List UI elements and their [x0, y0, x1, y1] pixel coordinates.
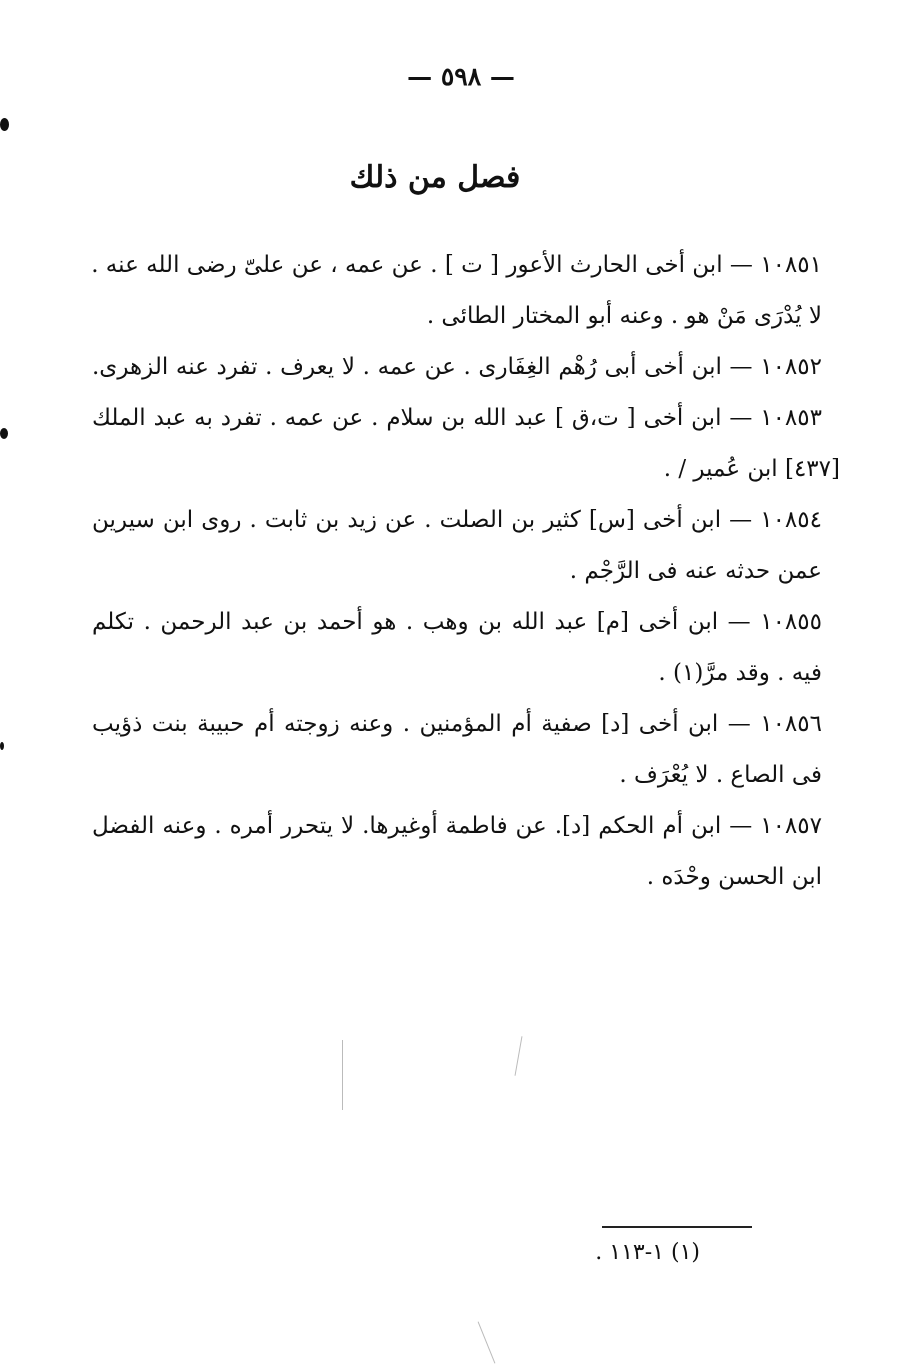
entry-10851 — [92, 240, 822, 342]
entry-line: ١٠٨٥٧ — ابن أم الحكم [د]. عن فاطمة أوغيرها. لا يتحرر أمره . وعنه الفضل — [92, 813, 822, 839]
scan-binding-mark — [0, 428, 8, 439]
entry-line: ١٠٨٥٣ — ابن أخى [ ت،ق ] عبد الله بن سلام . عن عمه . تفرد به عبد الملك — [92, 405, 822, 431]
entry-10857 — [92, 801, 822, 903]
entry-line: ١٠٨٥١ — ابن أخى الحارث الأعور [ ت ] . عن عمه ، عن علىّ رضى الله عنه . — [91, 252, 822, 278]
entry-10854 — [92, 495, 822, 597]
scan-binding-mark — [0, 742, 4, 750]
scan-binding-mark — [0, 118, 9, 131]
entry-line: ١٠٨٥٦ — ابن أخى [د] صفية أم المؤمنين . وعنه زوجته أم حبيبة بنت ذؤيب — [92, 711, 822, 737]
page-number: — ٥٩٨ — — [407, 62, 515, 91]
entry-line: ابن الحسن وحْدَه . — [646, 864, 822, 890]
entry-line: لا يُدْرَى مَنْ هو . وعنه أبو المختار الطائى . — [426, 303, 822, 329]
scan-artifact-line — [478, 1321, 496, 1363]
entry-line: ١٠٨٥٤ — ابن أخى [س] كثير بن الصلت . عن زيد بن ثابت . روى ابن سيرين — [92, 507, 822, 533]
entry-line: ١٠٨٥٢ — ابن أخى أبى رُهْم الغِفَارى . عن عمه . لا يعرف . تفرد عنه الزهرى. — [92, 354, 822, 380]
section-title: فصل من ذلك — [349, 160, 521, 195]
entry-line: فى الصاع . لا يُعْرَف . — [619, 762, 822, 788]
entry-10852 — [92, 342, 822, 393]
entry-line: فيه . وقد مرَّ(١) . — [658, 660, 822, 686]
footnote-divider — [602, 1226, 752, 1228]
entry-10856 — [92, 699, 822, 801]
entry-line: ١٠٨٥٥ — ابن أخى [م] عبد الله بن وهب . هو أحمد بن عبد الرحمن . تكلم — [92, 609, 822, 635]
footnote: (١) ١-١١٣ . — [595, 1240, 700, 1265]
scan-artifact-line — [342, 1040, 343, 1110]
entry-10853 — [92, 393, 840, 495]
entry-line: عمن حدثه عنه فى الرَّجْم . — [569, 558, 822, 584]
entries-list — [91, 240, 840, 903]
entry-line: [٤٣٧] ابن عُمير / . — [663, 456, 840, 482]
scan-artifact-line — [515, 1036, 523, 1076]
entry-10855 — [92, 597, 822, 699]
